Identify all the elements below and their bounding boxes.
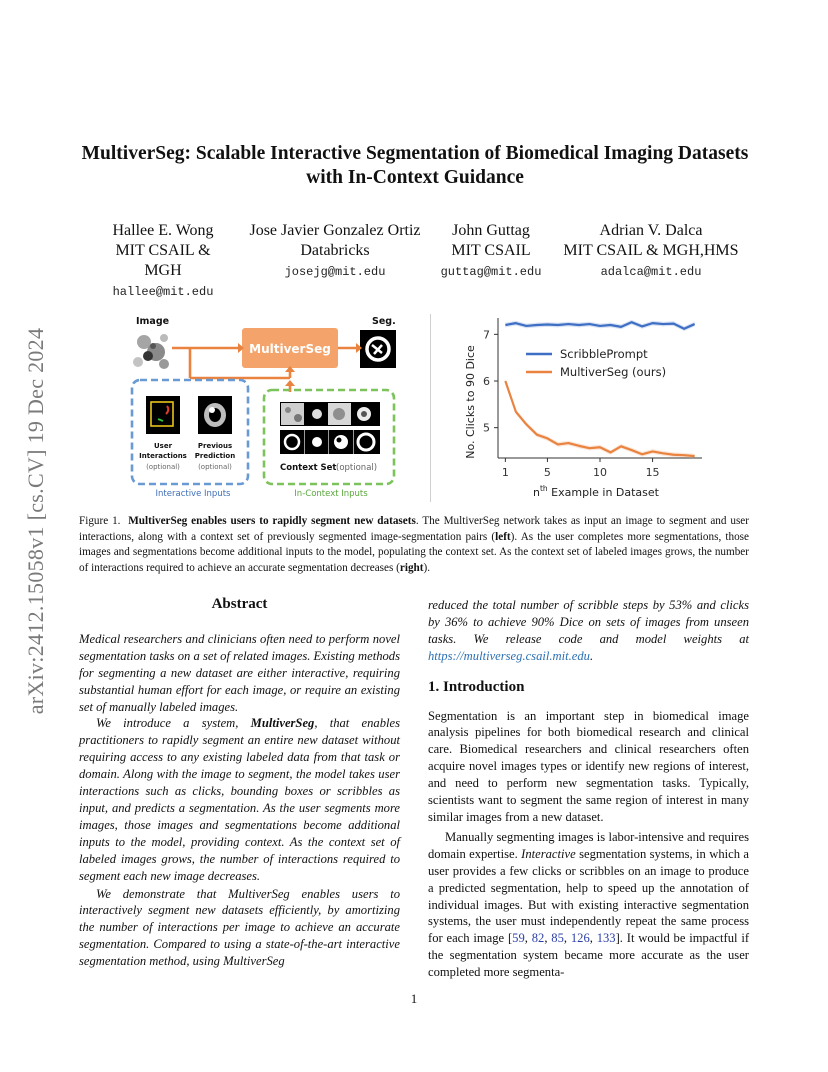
author-4 [556,221,746,283]
context-set-thumbnails [280,402,380,454]
abstract-heading: Abstract [211,596,268,612]
citation-link[interactable]: 126 [570,931,590,946]
caption-left: left [495,530,511,543]
chart-y-tick-label: 7 [483,328,490,342]
author-email[interactable]: adalca@mit.edu [600,265,702,279]
citation-link[interactable]: 133 [596,931,616,946]
caption-label: Figure 1. [79,515,121,527]
figure-caption [79,514,749,576]
author-affiliation: Databricks [300,242,370,259]
abstract-continuation-text: reduced the total number of scribble steps by 53% and clicks by 36% to achieve 90% Dice on sets of images from unseen tasks. We release code and model weights at [428,598,749,646]
figure-diagram [120,306,410,506]
context-set-optional: (optional) [336,463,378,473]
author-email[interactable]: hallee@mit.edu [112,285,214,299]
chart-series-line [505,381,694,456]
author-name: John Guttag [452,222,530,239]
previous-prediction-label-1: Previous [197,442,233,450]
context-set-label: Context Set [280,463,337,473]
author-affiliation: MIT CSAIL & MGH [115,242,211,279]
author-email[interactable]: guttag@mit.edu [440,265,542,279]
chart-x-tick-label: 5 [543,466,551,479]
figure-divider [430,314,431,502]
user-interactions-optional: (optional) [146,463,180,471]
title-line-2: with In-Context Guidance [306,167,524,188]
chart-x-tick-label: 1 [501,466,509,479]
caption-bold: MultiverSeg enables users to rapidly segment new datasets [128,515,416,527]
paper-title [70,142,760,190]
abstract-system-name: MultiverSeg [250,716,315,731]
chart-xlabel-sup: th [539,484,548,493]
seg-label: Seg. [372,316,396,327]
author-name: Adrian V. Dalca [599,222,703,239]
chart-xlabel [533,484,660,499]
chart-xlabel-rest: Example in Dataset [547,486,660,499]
author-1 [95,221,231,303]
author-affiliation: MIT CSAIL & MGH,HMS [563,242,739,259]
intro-p2-italic: Interactive [521,846,576,861]
chart-y-tick-label: 5 [483,421,490,435]
previous-prediction-label-2: Prediction [194,452,236,460]
author-3 [432,221,550,283]
previous-prediction-optional: (optional) [198,463,232,471]
chart-ylabel: No. Clicks to 90 Dice [464,345,477,459]
author-name: Jose Javier Gonzalez Ortiz [249,222,421,239]
page-number: 1 [410,991,418,1006]
citation-link[interactable]: 82 [531,931,545,946]
caption-text-1: . The MultiverSeg network takes as input an image to segment and user interactions, along with a context set of previously segmented image-segmentation pairs ( [79,515,749,543]
chart-x-tick-label: 15 [645,466,660,479]
previous-prediction-thumbnail [198,396,232,434]
abstract-continuation [428,597,749,665]
chart-legend-label: MultiverSeg (ours) [560,365,667,379]
author-name: Hallee E. Wong [112,222,214,239]
author-2 [240,221,430,283]
intro-p2-a: Manually segmenting images is labor-intensive and requires domain expertise. [428,829,749,861]
interactive-inputs-label: Interactive Inputs [155,489,231,499]
abstract-url-end: . [589,648,594,663]
in-context-inputs-label: In-Context Inputs [294,489,368,499]
chart-xlabel-n: n [532,486,540,499]
figure-chart [440,306,740,506]
left-column [79,596,400,970]
abstract-paragraph-1: Medical researchers and clinicians often need to perform novel segmentation tasks on a set of related images. Existing methods for segmenting a new dataset are either interactive, requiring substantial human effort for each image, or require an existing set of manually labeled images. [79,631,400,714]
project-url-link[interactable]: https://multiverseg.csail.mit.edu [428,648,590,663]
model-label: MultiverSeg [249,342,331,356]
introduction-heading: 1. Introduction [428,678,525,695]
chart-legend-label: ScribblePrompt [560,347,648,361]
title-line-1: MultiverSeg: Scalable Interactive Segmentation of Biomedical Imaging Datasets [81,143,749,164]
intro-paragraph-1: Segmentation is an important step in biomedical image analysis pipelines for both biomedical research and clinical care. Biomedical researchers and clinical researchers often acquire novel images types or identify new regions of interest, and need to perform new segmentation tasks. Typically, scientists want to segment the same region of interest in many similar images from a new dataset. [428,708,749,824]
image-label: Image [136,316,170,327]
caption-right: right [399,561,424,574]
input-image-thumbnail [130,330,172,374]
intro-p2-d: ]. It would be impactful if the segmentation system became more accurate as the user completed more segmenta- [428,931,750,980]
abstract-paragraph-2 [79,715,400,884]
caption-text-3: ). [423,561,431,574]
arxiv-identifier-text: arXiv:2412.15058v1 [cs.CV] 19 Dec 2024 [23,327,48,715]
arxiv-identifier [12,286,60,756]
intro-p2-c: segmentation systems, in which a user provides a few clicks or scribbles on an image to produce a predicted segmentation, help to speed up the annotation of individual images. But with existing interactive segmentation systems, the user must independently repeat the same process for each image [ [428,846,749,946]
author-email[interactable]: josejg@mit.edu [284,265,386,279]
user-interactions-label-1: User [153,442,173,450]
author-affiliation: MIT CSAIL [451,242,531,259]
user-interactions-label-2: Interactions [139,452,187,460]
user-interactions-thumbnail [146,396,180,434]
citation-link[interactable]: 59 [512,931,525,946]
chart-y-tick-label: 6 [483,375,490,388]
output-segmentation-thumbnail [360,330,396,368]
abstract-p2-start: We introduce a system, [96,716,251,731]
caption-text-2: ). As the user completes more segmentations, those images and segmentations become additional inputs to the model, populating the context set. As the context set of labeled images grows, the number of interactions required to achieve an accurate segmentation decreases ( [79,530,750,574]
abstract-p2-end: , that enables practitioners to rapidly segment an entire new dataset without requiring access to any existing labeled data from that task or domain. Along with the image to segment, the model takes user interactions such as clicks, bounding boxes or scribbles as input, and predicts a segmentation. As the user segments more images, those images and segmentations become additional inputs to the model, providing context. As the context set of labeled images grows, the number of interactions required to segment each new image decreases. [79,716,400,883]
right-column [428,597,749,981]
chart-x-tick-label: 10 [593,466,607,479]
citation-link[interactable]: 85 [551,931,564,946]
abstract-paragraph-3: We demonstrate that MultiverSeg enables users to interactively segment new datasets efficiently, by amortizing the number of interactions per image to achieve an accurate segmentation. Compared to using a state-of-the-art interactive segmentation method, using MultiverSeg [79,886,400,969]
intro-paragraph-2: Manually segmenting images is labor-intensive and requires domain expertise. Interactive segmentation systems, in which a user provides a few clicks or scribbles on an image to produce a predicted segmentation, help to speed up the annotation of individual images. But with existing interactive segmentation systems, the user must independently repeat the same process for each image [59, 82, 85, 126, 133]. It would be impactful if the segmentation system became more accurate as the user completed more segmenta- [428,829,750,980]
